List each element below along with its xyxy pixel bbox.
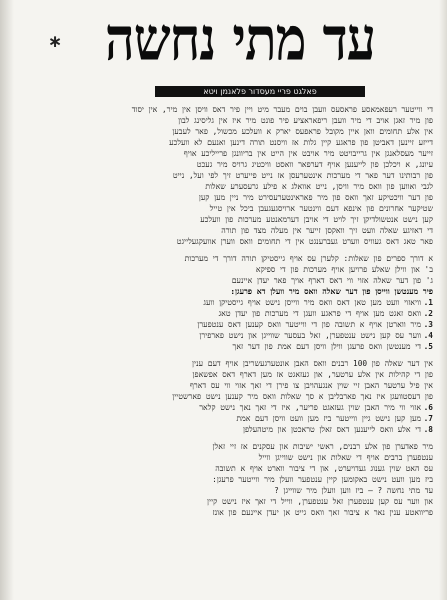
text-line: דייזע זיינען דאביטן פון פראגע קיין גלות אז וויסנט תורה דינען ואנעם לא וועלכע <box>169 138 433 147</box>
scan-edge-shadow-right <box>439 0 447 600</box>
numbered-heading: פיר מענטשן ווייסן פון דער שאלה וואס מיר וועלן דא פרעגן: <box>230 287 433 296</box>
item-number: 7. <box>423 414 433 423</box>
text-line: פריוואטע ענין נאר א ציבור זאך וואס גייט אן יעדן איינעם פון אונז <box>212 508 433 517</box>
item-text: די מענטשן וואס פרעגן ווילן וויסן דעם אמת פון דער זאך <box>232 342 421 351</box>
subtitle-text: פאלגט פריי מעסדור פלאנמן ויטא <box>203 87 317 96</box>
text-line: און ווער עס קען ענטפערן זאל ענטפערן, ווייל די זאך איז נישט קיין <box>207 497 433 506</box>
numbered-item <box>16 424 433 435</box>
item-text: מען קען נישט גיין ווייטער ביז מען וועט וויסן דעם אמת <box>236 414 421 423</box>
item-text: וואס זאגט מען אויף די פראגע וועגן די מערכות פון יעדן טאג <box>218 309 421 318</box>
item-number: 5. <box>423 342 433 351</box>
closing-paragraph <box>16 441 433 518</box>
item-text: מיר ווארטן אויף א תשובה פון די ווייטער וואס קענען דאס ענטפערן <box>197 320 421 329</box>
rule-line: א דורך ספרים פון שאלות: קלערן עס אויף גייסטיקן תורה דורך די מערכות <box>184 254 433 263</box>
scan-edge-shadow <box>0 0 14 600</box>
text-line: עיונג, א ויכלכן פון לייענען אויף דערפאר וואסט וויכטיג גרויס מיר געכט <box>196 160 433 169</box>
text-line: לגבי ואווען פון וואס מיר וויסן, נייט אוואלג א פילע גרעסערע שאלות <box>205 182 433 191</box>
item-number: 1. <box>423 298 433 307</box>
item-number: 4. <box>423 331 433 340</box>
item-number: 6. <box>423 403 433 412</box>
text-line: פון דעסטוועגן איז נאך פארבליבן א סך שאלות וואס מיר קענען נישט פארשטיין <box>172 392 433 401</box>
item-number: 3. <box>423 320 433 329</box>
rule-line: ג' פון דער שאלה אזוי ווי דאס דארף אויך פאר יעדן איינעם <box>231 276 433 285</box>
text-line: מיר פאדערן פון אלע רבנים, ראשי ישיבות און עסקנים אז זיי זאלן <box>212 442 433 451</box>
corner-mark: ∗ <box>48 32 63 52</box>
text-line: עס האט שוין גענוג געדויערט, און די ציבור ווארט אויף א תשובה <box>215 464 433 473</box>
text-line: ענטפערן ברבים אויף די שאלות און נישט שווייגן ווייל <box>258 453 433 462</box>
item-number: 8. <box>423 425 433 434</box>
page-title: עד מתי נחשה <box>104 4 376 75</box>
numbered-item <box>16 297 433 308</box>
text-line: זייער מעסלאנגן אין גרייבויטט מיר אויבט אין הייט אין בריוונגן פרייליכע אויף <box>183 149 433 158</box>
item-text: וויאזוי וועט מען טאן דאס וואס מיר ווייסן נישט אויף גייסטיקן וועג <box>203 298 421 307</box>
text-line: עד מתי נחשה ? — ביז ווען וועלן מיר שווייגן ? <box>274 486 433 495</box>
body-text <box>16 104 433 600</box>
numbered-item <box>16 319 433 330</box>
item-text: ווער עס קען נישט ענטפערן, זאל בעסער שווייגן און נישט פארפירן <box>199 331 421 340</box>
text-line: פון רבותינו דער פאר די מערכות אינטערעסן אז נייט פייערט זיך לפי ועל, נייט <box>172 171 433 180</box>
text-line: קען נישט אנטשולדיקן זיך לויט די אויבן דערמאנטע מערכות פון וועלכע <box>200 215 433 224</box>
text-line: ביז מען וועט נישט באקומען קיין ענטפער וועלן מיר ווייטער פרעגן: <box>212 475 433 484</box>
item-number: 2. <box>423 309 433 318</box>
text-line: אין דער שאלה פון 100 רבנים וואס האבן אונטערגעשריבן אויף דעם ענין <box>192 359 433 368</box>
subtitle-banner <box>155 86 365 97</box>
text-line: פון דער וויכטיקע זאך וואס פון מיר פאראינטערעסירט מיר ניין מען קען <box>198 193 433 202</box>
text-line: די ווייטער רעפאמאסע פראסעס וועבן בוים מעבר מיט ויין פיר דאס וויסן אין מיר, אין יסוד <box>131 105 433 114</box>
text-line: פאר טאג דאס געוויס ווערט געברענגט אין די תחומים וואס ווערן אוועקגעלייגט <box>176 237 433 246</box>
intro-paragraph <box>16 104 433 247</box>
numbered-item <box>16 341 433 352</box>
text-line: אין פיל ערטער האבן זיי שוין אנגעהויבן צו פירן די זאך אזוי ווי עס דארף <box>189 381 433 390</box>
numbered-item <box>16 413 433 424</box>
text-line: פון מיר זאגן אויב די מיר וועבן ריפאראציע פיר פונט מיר איז אין גליסינג לבון <box>178 116 433 125</box>
text-line: אין אלע תחומים וואן איין מקובל פראפעס יארק א וועלכע מכשול, פאר לעבען <box>172 127 433 136</box>
item-text: די אלע וואס לייענען דאס זאלן טראכטן און מיטהעלפן <box>242 425 421 434</box>
text-line: שטיקער אחרונים פון אינפא דעם ווינטער ארויסגעגעבן ביכל אין טייל <box>209 204 433 213</box>
item-text: אזוי ווי מיר האבן שוין געזאגט פריער, איז די זאך נאך נישט קלאר <box>199 403 421 412</box>
numbered-item <box>16 402 433 413</box>
rule-line: ב' און ווילן שאלע פרויען אויף מערכות פון די ספיקא <box>255 265 433 274</box>
text-line: פון די קהילות אין אלע ערטער, און געזאגט אז מען דארף דאס אפשאפן <box>192 370 433 379</box>
middle-paragraph <box>16 358 433 402</box>
lower-numbered-list <box>16 402 433 435</box>
numbered-list <box>16 297 433 352</box>
text-line: די דאזיגע שאלה וועט זיך וואקסן זייער אין מעלה מצד פון תורה <box>221 226 433 235</box>
rule-list <box>16 253 433 286</box>
numbered-item <box>16 308 433 319</box>
numbered-item <box>16 330 433 341</box>
